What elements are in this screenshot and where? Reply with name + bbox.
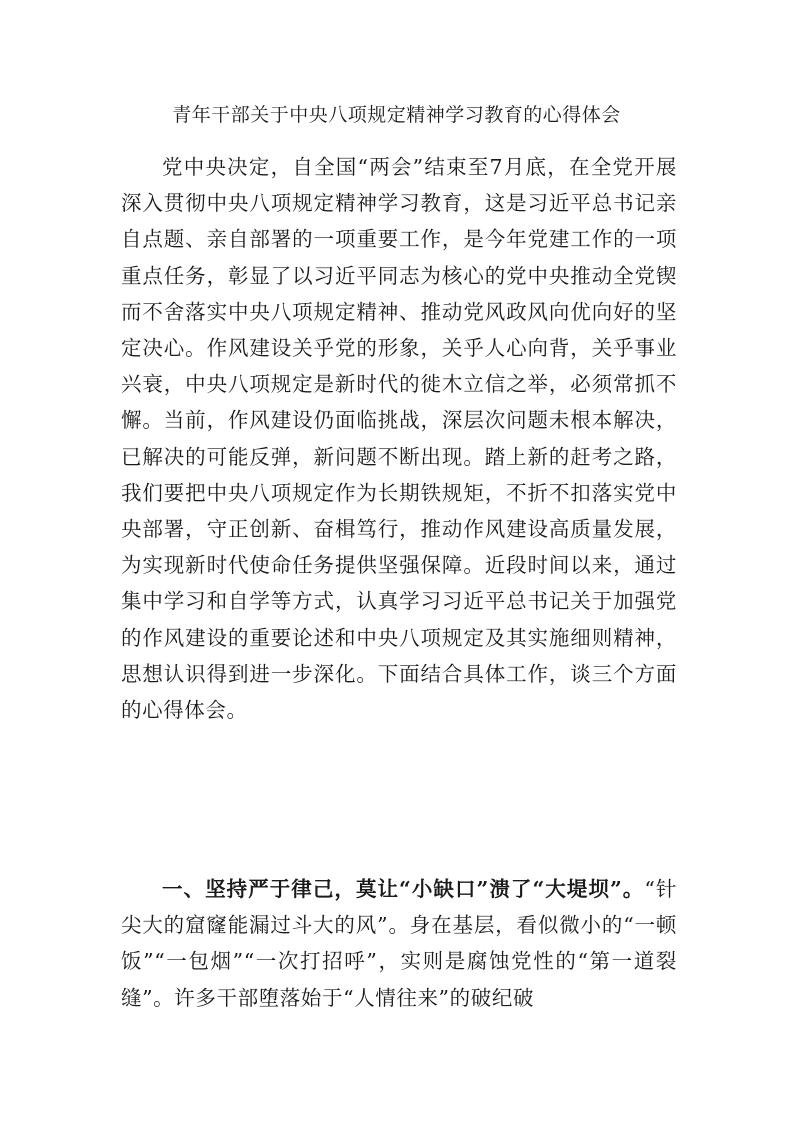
- section-one-paragraph: [121, 871, 677, 1016]
- section-one-heading: 一、坚持严于律己，莫让“小缺口”溃了“大堤坝”。: [162, 877, 645, 901]
- intro-paragraph: 党中央决定，自全国“两会”结束至7月底，在全党开展深入贯彻中央八项规定精神学习教育，这是习近平总书记亲自点题、亲自部署的一项重要工作，是今年党建工作的一项重点任务，彰显了以习近平同志为核心的党中央推动全党锲而不舍落实中央八项规定精神、推动党风政风向优向好的坚定决心。作风建设关乎党的形象，关乎人心向背，关乎事业兴衰，中央八项规定是新时代的徙木立信之举，必须常抓不懈。当前，作风建设仍面临挑战，深层次问题未根本解决，已解决的可能反弹，新问题不断出现。踏上新的赶考之路，我们要把中央八项规定作为长期铁规矩，不折不扣落实党中央部署，守正创新、奋楫笃行，推动作风建设高质量发展，为实现新时代使命任务提供坚强保障。近段时间以来，通过集中学习和自学等方式，认真学习习近平总书记关于加强党的作风建设的重要论述和中央八项规定及其实施细则精神，思想认识得到进一步深化。下面结合具体工作，谈三个方面的心得体会。: [121, 155, 677, 723]
- section-one-body: “针尖大的窟窿能漏过斗大的风”。身在基层，看似微小的“一顿饭”“一包烟”“一次打招呼”，实则是腐蚀党性的“第一道裂缝”。许多干部堕落始于“人情往来”的破纪破: [121, 877, 677, 1010]
- document-title: 青年干部关于中央八项规定精神学习教育的心得体会: [172, 104, 621, 126]
